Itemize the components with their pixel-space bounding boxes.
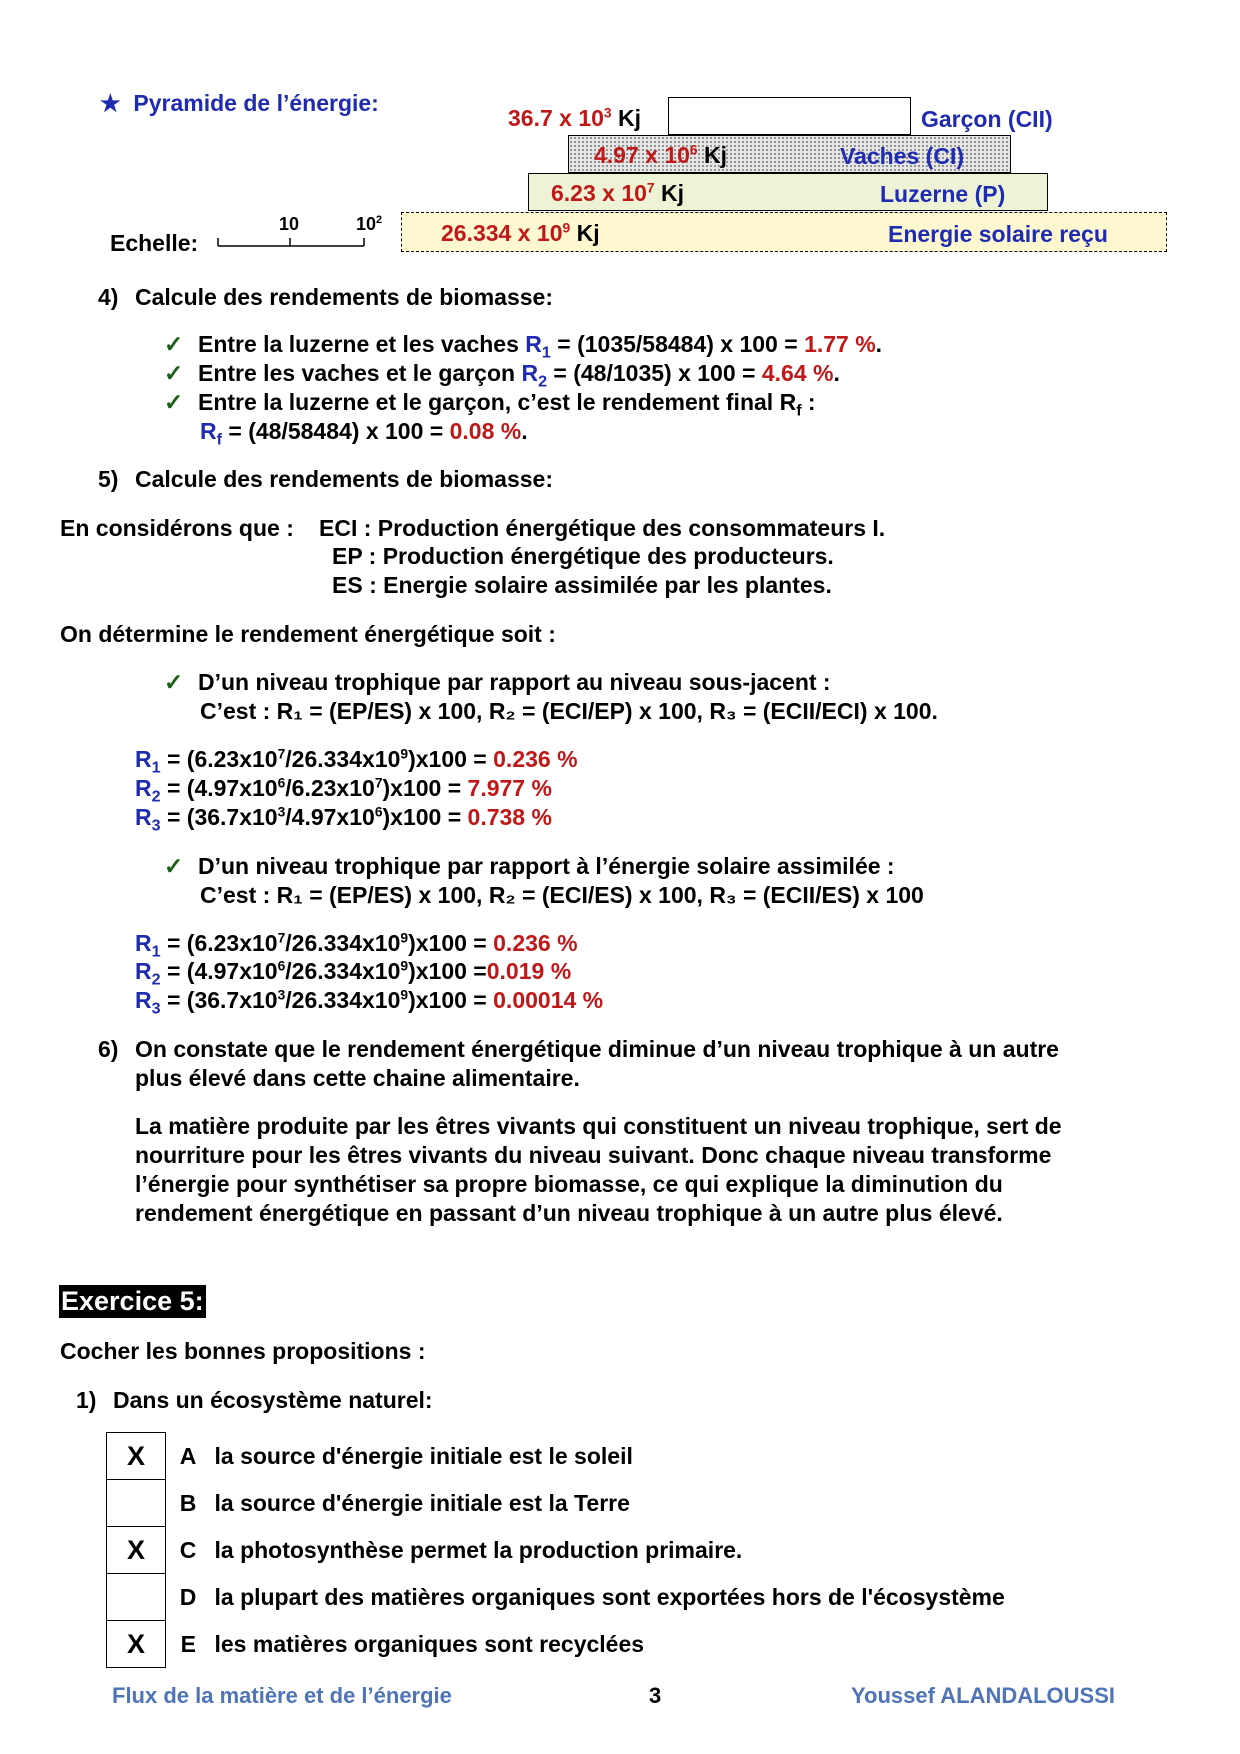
check-icon: ✓: [164, 331, 184, 357]
q4-number: 4): [98, 284, 119, 310]
q6-para-line-3: l’énergie pour synthétiser sa propre biomasse, ce qui explique la diminution du: [135, 1171, 1003, 1197]
exercise-title: Exercice 5:: [61, 1286, 204, 1316]
q5-case1-result-1: $R_1 = (6.23x10^7/26.334x10^9)x100 = 0.236$ %: [135, 746, 578, 777]
option-text: la source d'énergie initiale est le soleil: [214, 1442, 633, 1469]
pyramid-heading: ★ Pyramide de l’énergie:: [100, 90, 379, 116]
q6-number: 6): [98, 1036, 119, 1062]
level-name-vaches: Vaches (CI): [840, 143, 964, 169]
check-icon: ✓: [164, 360, 184, 386]
option-text: la plupart des matières organiques sont exportées hors de l'écosystème: [214, 1583, 1005, 1610]
q6-para-line-2: nourriture pour les êtres vivants du niveau suivant. Donc chaque niveau transforme: [135, 1142, 1052, 1168]
check-icon: ✓: [164, 389, 184, 415]
option-text: la source d'énergie initiale est la Terre: [214, 1489, 630, 1516]
check-icon: ✓: [164, 853, 184, 879]
scale-bar: [216, 232, 366, 248]
option-letter: B: [179, 1489, 197, 1516]
option-text: la photosynthèse permet la production primaire.: [214, 1536, 743, 1563]
footer-author: Youssef ALANDALOUSSI: [851, 1683, 1116, 1708]
q4-final-result: $R_f = (48/58484)$ x 100 = 0.08 %.: [200, 418, 528, 449]
option-letter: C: [179, 1536, 197, 1563]
q4-item-3: ✓ Entre la luzerne et le garçon, c’est le rendement final $R_f$ :: [164, 389, 816, 420]
q6-line-2: plus élevé dans cette chaine alimentaire.: [135, 1065, 580, 1091]
footer-title: Flux de la matière et de l’énergie: [112, 1683, 452, 1708]
q6-para-line-1: La matière produite par les êtres vivants qui constituent un niveau trophique, sert de: [135, 1113, 1062, 1139]
scale-tick-b: $10^2$: [356, 214, 383, 234]
exercise-instruction: Cocher les bonnes propositions :: [60, 1338, 426, 1364]
checkbox-e[interactable]: X: [107, 1621, 166, 1668]
option-letter: A: [179, 1442, 197, 1469]
star-icon: ★: [100, 90, 121, 116]
option-row-e: [107, 1621, 1006, 1668]
q5-case2-result-3: $R_3 = (36.7x10^3/26.334x10^9)x100 = 0.00014$ %: [135, 987, 604, 1018]
exercise-q1-number: 1): [76, 1387, 97, 1413]
option-text: les matières organiques sont recyclées: [214, 1630, 645, 1657]
q5-case1-result-2: $R_2 = (4.97x10^6/6.23x10^7)x100 = 7.977$ %: [135, 775, 552, 806]
options-table: [106, 1432, 1006, 1668]
level-name-soleil: Energie solaire reçu: [888, 221, 1108, 247]
checkbox-d[interactable]: [107, 1574, 166, 1621]
option-letter: E: [180, 1630, 196, 1657]
q4-item-1: ✓ Entre la luzerne et les vaches $R_1 = (1035/58484)$ x 100 = 1.77 %.: [164, 331, 883, 362]
q5-case1-formula: C’est : R₁ = (EP/ES) x 100, R₂ = (ECI/EP) x 100, R₃ = (ECII/ECI) x 100.: [200, 698, 938, 724]
option-row-d: [107, 1574, 1006, 1621]
q5-consider-intro: En considérons que :: [60, 515, 294, 541]
q5-case2-title: ✓ D’un niveau trophique par rapport à l’énergie solaire assimilée :: [164, 853, 895, 879]
q4-title: Calcule des rendements de biomasse:: [135, 284, 553, 310]
option-row-b: [107, 1480, 1006, 1527]
q5-definition-es: ES : Energie solaire assimilée par les plantes.: [332, 572, 832, 598]
q5-case2-formula: C’est : R₁ = (EP/ES) x 100, R₂ = (ECI/ES) x 100, R₃ = (ECII/ES) x 100: [200, 882, 924, 908]
q5-definition-ep: EP : Production énergétique des producteurs.: [332, 543, 834, 569]
checkbox-a[interactable]: X: [107, 1433, 166, 1480]
q4-item-2: ✓ Entre les vaches et le garçon $R_2 = (48/1035)$ x 100 = 4.64 %.: [164, 360, 840, 391]
level-name-garcon: Garçon (CII): [921, 106, 1053, 132]
q5-case1-title: ✓ D’un niveau trophique par rapport au niveau sous-jacent :: [164, 669, 831, 695]
level-value-soleil: 26.334 x $10^9$ Kj: [441, 220, 600, 246]
check-icon: ✓: [164, 669, 184, 695]
option-letter: D: [179, 1583, 197, 1610]
q5-case1-result-3: $R_3 = (36.7x10^3/4.97x10^6)x100 = 0.738$ %: [135, 804, 552, 835]
q5-determine: On détermine le rendement énergétique soit :: [60, 621, 556, 647]
checkbox-b[interactable]: [107, 1480, 166, 1527]
level-value-luzerne: 6.23 x $10^7$ Kj: [551, 180, 684, 206]
q6-line-1: On constate que le rendement énergétique diminue d’un niveau trophique à un autre: [135, 1036, 1059, 1062]
level-name-luzerne: Luzerne (P): [880, 181, 1006, 207]
q5-number: 5): [98, 466, 119, 492]
q5-definition-eci: ECI : Production énergétique des consommateurs I.: [319, 515, 886, 541]
q5-case2-result-2: $R_2 = (4.97x10^6/26.334x10^9)x100 =0.019$ %: [135, 958, 572, 989]
option-row-a: [107, 1433, 1006, 1480]
q5-title: Calcule des rendements de biomasse:: [135, 466, 553, 492]
pyramid-level-garcon: [668, 97, 911, 135]
option-row-c: [107, 1527, 1006, 1574]
q5-case2-result-1: $R_1 = (6.23x10^7/26.334x10^9)x100 = 0.236$ %: [135, 930, 578, 961]
checkbox-c[interactable]: X: [107, 1527, 166, 1574]
level-value-vaches: 4.97 x $10^6$ Kj: [594, 142, 727, 168]
footer-page-number: 3: [649, 1683, 662, 1708]
scale-tick-a: 10: [279, 214, 300, 234]
level-value-garcon: 36.7 x $10^3$ Kj: [508, 105, 641, 131]
exercise-q1-title: Dans un écosystème naturel:: [113, 1387, 433, 1413]
q6-para-line-4: rendement énergétique en passant d’un niveau trophique à un autre plus élevé.: [135, 1200, 1003, 1226]
scale-label: Echelle:: [110, 230, 199, 256]
